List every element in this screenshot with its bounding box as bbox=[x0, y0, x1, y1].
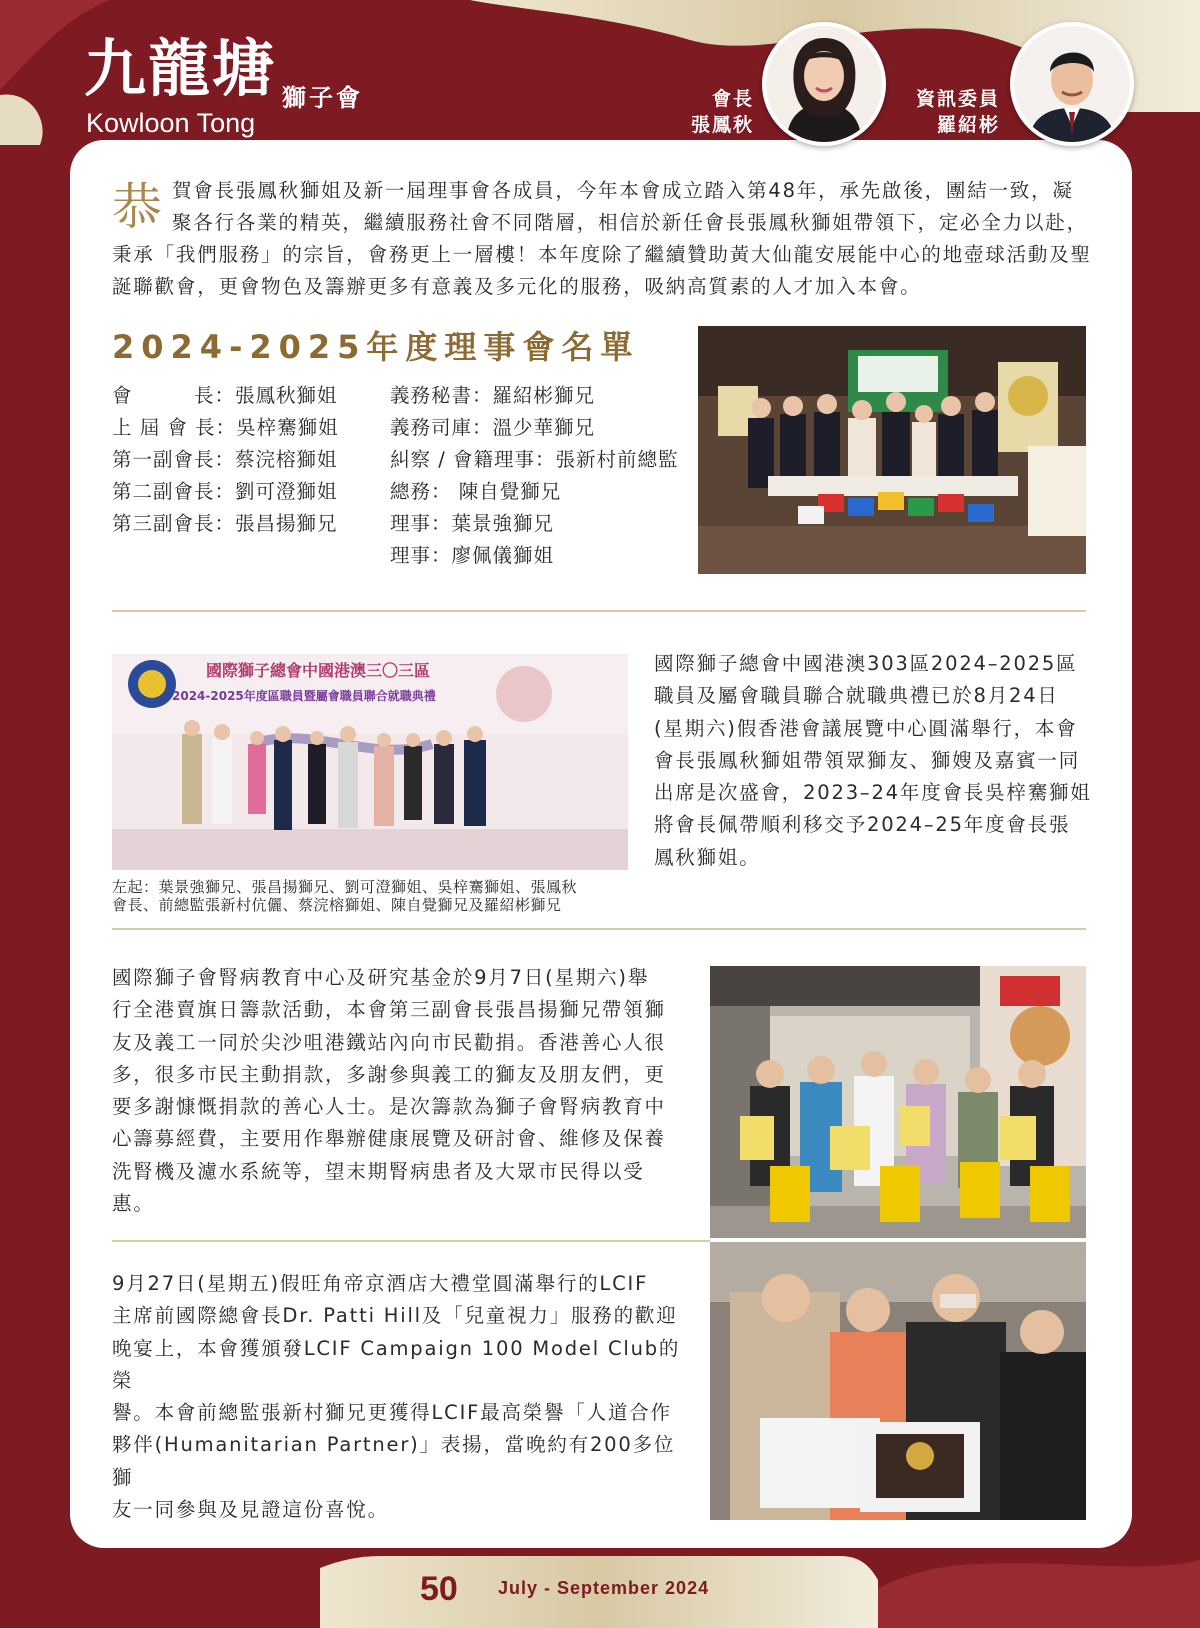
text-line: 譽。本會前總監張新村獅兄更獲得LCIF最高榮譽「人道合作 bbox=[112, 1401, 672, 1425]
text-line: 惠。 bbox=[112, 1192, 155, 1216]
intro-line-3: 秉承「我們服務」的宗旨，會務更上一層樓！本年度除了繼續贊助黃大仙龍安展能中心的地壺球活動及聖 bbox=[112, 243, 1092, 266]
caption-line: 左起：葉景強獅兄、張昌揚獅兄、劉可澄獅姐、吳梓騫獅姐、張鳳秋 bbox=[112, 878, 578, 896]
board-member: 理事：廖佩儀獅姐 bbox=[390, 544, 555, 567]
board-member: 第二副會長：劉可澄獅姐 bbox=[112, 480, 338, 503]
intro-drop-cap: 恭 bbox=[112, 178, 162, 236]
text-line: 鳳秋獅姐。 bbox=[654, 845, 761, 869]
president-role: 會長 bbox=[711, 88, 754, 110]
president-name: 張鳳秋 bbox=[690, 114, 754, 136]
text-line: 將會長佩帶順利移交予2024–25年度會長張 bbox=[654, 813, 1071, 837]
text-line: 要多謝慷慨捐款的善心人士。是次籌款為獅子會腎病教育中 bbox=[112, 1095, 666, 1119]
club-title-suffix: 獅子會 bbox=[282, 84, 363, 112]
flag-day-photo bbox=[710, 966, 1086, 1238]
installation-text bbox=[654, 648, 1094, 874]
section-divider bbox=[112, 1240, 710, 1242]
text-line: 夥伴(Humanitarian Partner)」表揚，當晚約有200多位獅 bbox=[112, 1433, 676, 1489]
text-line: 心籌募經費，主要用作舉辦健康展覽及研討會、維修及保養 bbox=[112, 1127, 666, 1151]
text-line: 洗腎機及濾水系統等，望末期腎病患者及大眾市民得以受 bbox=[112, 1159, 645, 1183]
board-list-right bbox=[390, 380, 678, 572]
it-committee-portrait bbox=[1010, 22, 1134, 146]
it-committee-label bbox=[882, 86, 1000, 138]
text-line: 友一同參與及見證這份喜悅。 bbox=[112, 1498, 389, 1522]
text-line: 國際獅子總會中國港澳303區2024–2025區 bbox=[654, 652, 1078, 675]
board-meeting-photo bbox=[698, 326, 1086, 574]
intro-line-2: 聚各行各業的精英，繼續服務社會不同階層，相信於新任會長張鳳秋獅姐帶領下，定必全力以赴， bbox=[172, 211, 1088, 234]
club-title-english: Kowloon Tong bbox=[86, 108, 256, 138]
board-member: 第一副會長：蔡浣榕獅姐 bbox=[112, 448, 338, 471]
text-line: 出席是次盛會，2023–24年度會長吳梓騫獅姐 bbox=[654, 781, 1092, 805]
text-line: 行全港賣旗日籌款活動，本會第三副會長張昌揚獅兄帶領獅 bbox=[112, 998, 666, 1022]
board-list-left bbox=[112, 380, 339, 540]
text-line: 職員及屬會職員聯合就職典禮已於8月24日 bbox=[654, 684, 1059, 708]
it-committee-name: 羅紹彬 bbox=[936, 114, 1000, 136]
text-line: (星期六)假香港會議展覽中心圓滿舉行，本會 bbox=[654, 716, 1078, 740]
board-member: 上 屆 會 長：吳梓騫獅姐 bbox=[112, 416, 339, 439]
intro-line-1: 賀會長張鳳秋獅姐及新一屆理事會各成員，今年本會成立踏入第48年，承先啟後，團結一致，凝 bbox=[172, 179, 1074, 202]
installation-photo-caption bbox=[112, 878, 632, 914]
flag-day-text bbox=[112, 962, 682, 1220]
caption-line: 會長、前總監張新村伉儷、蔡浣榕獅姐、陳自覺獅兄及羅紹彬獅兄 bbox=[112, 896, 562, 914]
board-member: 理事：葉景強獅兄 bbox=[390, 512, 555, 535]
installation-ceremony-photo bbox=[112, 654, 628, 870]
board-member: 義務秘書：羅紹彬獅兄 bbox=[390, 384, 596, 407]
page-number: 50 bbox=[420, 1570, 458, 1608]
board-member: 糾察 / 會籍理事：張新村前總監 bbox=[390, 448, 679, 471]
text-line: 多，很多市民主動捐款，多謝參與義工的獅友及朋友們，更 bbox=[112, 1062, 666, 1086]
text-line: 主席前國際總會長Dr. Patti Hill及「兒童視力」服務的歡迎 bbox=[112, 1304, 678, 1328]
text-line: 友及義工一同於尖沙咀港鐵站內向市民勸捐。香港善心人很 bbox=[112, 1030, 666, 1054]
board-member: 第三副會長：張昌揚獅兄 bbox=[112, 512, 338, 535]
banner-line-2: 2024-2025年度區職員暨屬會職員聯合就職典禮 bbox=[172, 689, 436, 703]
lcif-award-photo bbox=[710, 1242, 1086, 1520]
person-icon bbox=[766, 26, 882, 142]
board-member: 義務司庫：溫少華獅兄 bbox=[390, 416, 596, 439]
text-line: 9月27日(星期五)假旺角帝京酒店大禮堂圓滿舉行的LCIF bbox=[112, 1272, 649, 1295]
president-portrait bbox=[762, 22, 886, 146]
text-line: 晚宴上，本會獲頒發LCIF Campaign 100 Model Club的榮 bbox=[112, 1336, 681, 1392]
text-line: 國際獅子會腎病教育中心及研究基金於9月7日(星期六)舉 bbox=[112, 966, 650, 989]
text-line: 會長張鳳秋獅姐帶領眾獅友、獅嫂及嘉賓一同 bbox=[654, 748, 1081, 772]
section-divider bbox=[112, 928, 1086, 930]
board-section-title: 2024-2025年度理事會名單 bbox=[112, 328, 640, 366]
section-divider bbox=[112, 610, 1086, 612]
banner-line-1: 國際獅子總會中國港澳三〇三區 bbox=[206, 661, 431, 680]
person-icon bbox=[1014, 26, 1130, 142]
president-label bbox=[650, 86, 754, 138]
lcif-text bbox=[112, 1268, 688, 1526]
club-title-chinese: 九龍塘 bbox=[84, 32, 277, 105]
intro-line-4: 誕聯歡會，更會物色及籌辦更多有意義及多元化的服務，吸納高質素的人才加入本會。 bbox=[112, 275, 922, 298]
award-plaque-icon bbox=[906, 1442, 934, 1470]
issue-date: July - September 2024 bbox=[498, 1578, 710, 1598]
board-member: 會 長：張鳳秋獅姐 bbox=[112, 384, 338, 407]
board-member: 總務： 陳自覺獅兄 bbox=[390, 480, 562, 503]
it-committee-role: 資訊委員 bbox=[915, 88, 1000, 110]
